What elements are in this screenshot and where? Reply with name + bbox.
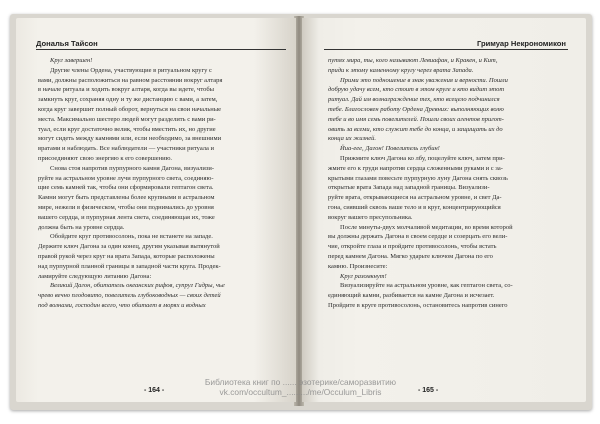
text-line: Круг разомкнут!	[340, 272, 387, 280]
text-line: тебе. Благословен работу Ордена Древних: выполняющих волю	[328, 105, 504, 113]
text-line: когда круг завершит полный оборот, вернуться на свои начальные	[38, 105, 222, 113]
text-line: туал, если круг достаточно велик, чтобы вместить их, но другие	[38, 125, 216, 133]
right-page	[302, 18, 586, 402]
text-line: После минуты-двух молчаливой медитации, во время которой	[340, 223, 513, 231]
text-line: ритуал. Дай им вознаграждение тех, кто всецело подчинился	[328, 96, 500, 104]
text-line: Прими это подношение в знак уважения и верности. Пошли	[340, 76, 508, 84]
text-line: гона, сиявший сквозь ваше тело и в круг, концентрирующийся	[328, 203, 501, 211]
text-line: Прижмите ключ Дагона ко лбу, поцелуйте ключ, затем при-	[340, 154, 505, 162]
text-line: добрую удачу всем, кто стоит в этом круге и кто видит этот	[328, 86, 505, 94]
text-line: единяющий камни, разбивается на камне Дагона и исчезает.	[328, 292, 495, 300]
text-line: конца их жизней.	[328, 135, 377, 143]
text-line: Пройдите в круге противосолонь, остановитесь напротив синего	[328, 301, 508, 309]
text-line: должна быть на уровне сердца.	[38, 223, 125, 231]
text-line: мире, нежели в физическом, чтобы они поднимались до уровня	[38, 203, 214, 211]
text-line: в начале ритуала и ходить вокруг алтаря, когда вы идете, чтобы	[38, 86, 215, 94]
text-line: крытыми глазами повесьте пурпурную луну Дагона снять сквозь	[328, 174, 508, 182]
watermark	[158, 377, 443, 397]
text-line: Визуализируйте на астральном уровне, как гептагон света, со-	[340, 282, 513, 290]
text-line: открытые врата Запада над западной границы. Визуализи-	[328, 184, 490, 192]
text-line: щие семь камней так, чтобы они сформировали гептагон света.	[38, 184, 214, 192]
text-line: чрево вечно плодовито, повелитель глубоководных — своих детей	[38, 292, 221, 300]
text-line: Круг завершен!	[50, 57, 93, 64]
text-line: жмите его к груди напротив сердца сложенными руками и с за-	[328, 164, 503, 172]
text-line: руйте врата, открывающиеся на астральном уровне, и свет Да-	[328, 194, 502, 202]
text-line: вратами и наблюдать. Все наблюдатели — участники ритуала и	[38, 145, 214, 153]
text-line: могут сидеть между камнями или, если необходимо, за внешними	[38, 135, 222, 143]
text-line: чие, откройте глаза и пройдите противосолонь, чтобы встать	[328, 243, 497, 251]
text-line: тебе и во имя семь повелителей. Пошли своих агентов пригот-	[328, 115, 504, 123]
text-line: Другие члены Ордена, участвующие в ритуальном кругу с	[50, 66, 212, 74]
page-number-left: - 164 -	[144, 387, 165, 394]
text-line: под волнами, господин всего, что обитает в морях и водных	[38, 301, 206, 309]
text-line: ламируйте следующую литанию Дагона:	[38, 272, 152, 280]
text-line: путях мира, ты, кого называют Левиафан, и Кракен, и Кит,	[328, 57, 498, 64]
running-head-right: Гримуар Некрономикон	[476, 39, 566, 48]
text-line: Обойдите круг противосолонь, пока не встанете на западе.	[50, 233, 213, 241]
text-line: вы должны держать Дагона в своем сердце и созерцать его вели-	[328, 233, 508, 241]
text-line: вокруг вашего пресупольника.	[328, 213, 413, 221]
text-line: правой рукой через круг на врата Запада, которые расположены	[38, 252, 215, 260]
book-spread	[10, 14, 592, 410]
text-line: присоединяют свою энергию к его совершению.	[38, 154, 173, 162]
header-rule-right	[324, 49, 568, 50]
text-line: Снова стоя напротив пурпурного камня Дагона, визуализи-	[50, 164, 215, 172]
text-line: перед камнем Дагона. Мягко ударьте ключом Дагона по его	[328, 252, 493, 260]
text-line: вами, должны расположиться на равном расстоянии вокруг алтаря	[38, 76, 223, 84]
text-line: места. Максимально шестеро людей могут разделить с вами ри-	[38, 115, 216, 123]
text-line: Камни могут быть представлены более крупными в астральном	[38, 194, 215, 202]
header-rule-left	[36, 49, 286, 50]
text-line: овить за всеми, кто служит тебе до конца, и защищать их до	[328, 125, 503, 133]
right-page-text	[328, 56, 570, 311]
left-page-text	[38, 56, 284, 311]
text-line: руйте на астральном уровне лучи пурпурного света, соединяю-	[38, 174, 214, 182]
text-line: Йиа-еее, Дагон! Повелитель глубин!	[340, 145, 440, 153]
text-line: приди к этому каменному кругу через врата Запада.	[328, 66, 474, 74]
watermark-line-2: vk.com/occultum_........./me/Occulum_Libris	[219, 387, 382, 397]
text-line: камню. Произнесите:	[328, 262, 388, 270]
text-line: вашего сердца, и пурпурная лента света, соединяющая их, тоже	[38, 213, 215, 221]
text-line: над пурпурной планной границы в западной части круга. Продек-	[38, 262, 221, 270]
watermark-line-1: Библиотека книг по ...... эзотерике/саморазвитию	[204, 377, 397, 387]
text-line: замкнуть круг, сохраняя одну и ту же дистанцию с вами, а затем,	[38, 96, 218, 104]
running-head-left: Дональя Тайсон	[36, 39, 98, 48]
text-line: Великий Дагон, обитатель океанских рифов, супруг Гидры, чье	[50, 282, 225, 290]
text-line: Держите ключ Дагона за один конец, другим указывая вытянутой	[38, 243, 220, 251]
left-page	[16, 18, 296, 402]
page-number-right: - 165 -	[418, 387, 439, 394]
